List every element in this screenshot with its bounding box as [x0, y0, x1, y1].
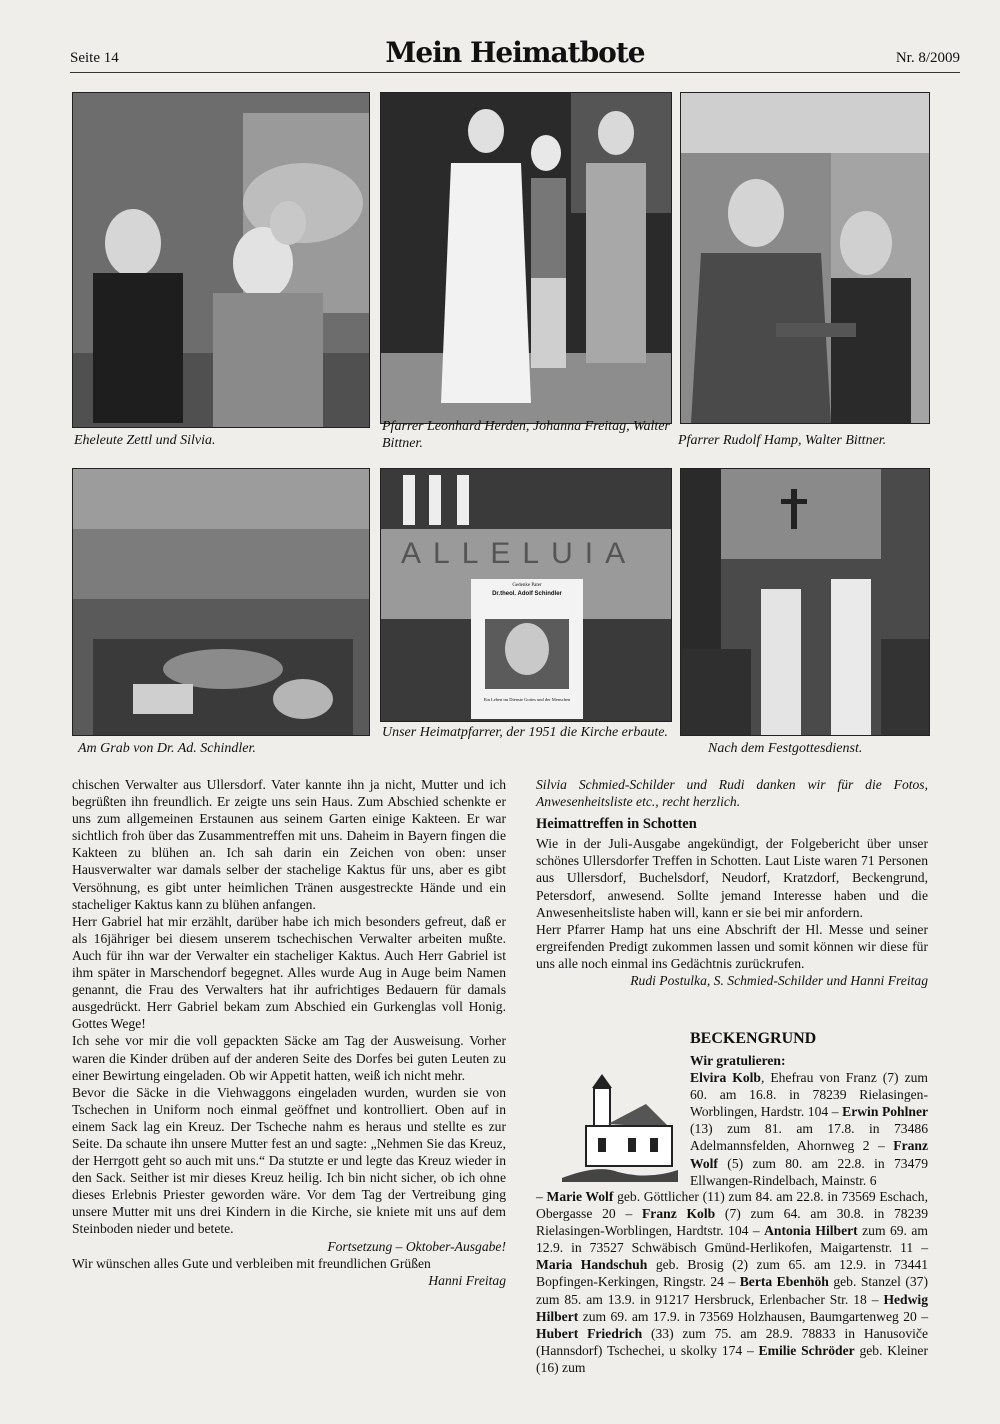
caption-grave: Am Grab von Dr. Ad. Schindler. — [78, 741, 256, 756]
portrait-card-footer: Ein Leben im Dienste Gottes und der Menschen — [483, 697, 571, 702]
person-name: Franz Kolb — [642, 1206, 716, 1222]
person-name: Hedwig Hilbert — [536, 1291, 928, 1324]
portrait-card-name: Dr.theol. Adolf Schindler — [492, 591, 562, 597]
paragraph: Herr Pfarrer Hamp hat uns eine Abschrift der Hl. Messe und seiner ergreifenden Predigt zukommen lassen und somit können wir diese für uns alle noch einmal ins Gedächtnis zurückrufen. — [536, 921, 928, 971]
article-right-column — [536, 776, 928, 989]
person-name: Berta Ebenhöh — [739, 1274, 829, 1290]
congrats-heading: Wir gratulieren: — [690, 1053, 786, 1068]
paragraph: Wie in der Juli-Ausgabe angekündigt, der Folgebericht über unser schönes Ullersdorfer Treffen in Schotten. Laut Liste waren 71 Personen aus Ullersdorf, Buchelsdorf, Neudorf, Kratzdorf, Beckengrund, Petersdorf, anwesend. Sollte jemand Interesse haben und die Anwesenheitsliste haben will, kann er sie bei mir anfordern. — [536, 836, 928, 920]
portrait-card-line1: Gedenke Pater — [512, 583, 542, 588]
birthday-intro: Wir gratulieren: Elvira Kolb, Ehefrau von Franz (7) zum 60. am 16.8. in 78239 Rielasingen-Worblingen, Hardstr. 104 – Erwin Pohlner (13) zum 81. am 17.8. in 73486 Adelmannsfelden, Ahornweg 2 – Franz Wolf (5) zum 80. am 22.8. in 73479 Ellwangen-Rindelbach, Mainstr. 6 — [690, 1053, 929, 1188]
church-illustration — [558, 1068, 682, 1188]
photo-couple-silvia — [72, 92, 370, 428]
caption-couple: Eheleute Zettl und Silvia. — [74, 433, 216, 448]
thanks-note: Silvia Schmied-Schilder und Rudi danken wir für die Fotos, Anwesenheitsliste etc., recht herzlich. — [536, 777, 928, 810]
paragraph: Bevor die Säcke in die Viehwaggons eingeladen wurden, wurden sie von Tschechen in Uniform noch einmal geöffnet und kontrolliert. Oben auf in einem Sack lag ein Kreuz. Der Tscheche nahm es heraus und stellte es zur Seite. Da schaute ihn unsere Mutter fest an und sagte: „Nehmen Sie das Kreuz, der Herrgott geht so auch mit uns.“ Da stutzte er und legte das Kreuz wieder in den Sack. Seither ist mir dieses Kreuz heilig. Ich bin nicht sicher, ob ich ohne dieses Erlebnis Priester geworden wäre. Vor dem Tag der Vertreibung ging unsere Mutter mit uns drei Kindern in die Kirche, sie kniete mit uns auf dem Steinboden nieder und betete. — [72, 1084, 506, 1237]
birthday-list: – Marie Wolf geb. Göttlicher (11) zum 84. am 22.8. in 73569 Eschach, Obergasse 20 – Franz Kolb (7) zum 64. am 30.8. in 78239 Rielasingen-Worblingen, Hardtstr. 104 – Antonia Hilbert zum 69. am 12.9. in 73527 Schwäbisch Gmünd-Herlikofen, Maigartenstr. 11 – Maria Handschuh geb. Brosig (2) zum 65. am 12.9. in 73441 Bopfingen-Kerkingen, Ringstr. 24 – Berta Ebenhöh geb. Stanzel (37) zum 85. am 13.9. in 91217 Hersbruck, Erlenbacher Str. 18 – Hedwig Hilbert zum 69. am 17.9. in 73569 Holzhausen, Baumgartenweg 20 – Hubert Friedrich (33) zum 75. am 28.9. 78833 in Hanusoviče (Hannsdorf) Tschechei, u skolky 174 – Emilie Schröder geb. Kleiner (16) zum — [536, 1189, 929, 1375]
person-name: Elvira Kolb — [690, 1070, 761, 1086]
beckengrund-heading: BECKENGRUND — [690, 1030, 817, 1047]
alleluia-text: ALLELUIA — [401, 537, 638, 570]
author-signature: Hanni Freitag — [428, 1272, 506, 1288]
newspaper-title: Mein Heimatbote — [385, 36, 645, 69]
page-header — [70, 36, 960, 73]
photo-altar-portrait — [380, 468, 672, 722]
continuation-note: Fortsetzung – Oktober-Ausgabe! — [327, 1238, 506, 1254]
person-name: Maria Handschuh — [536, 1257, 648, 1273]
caption-hamp: Pfarrer Rudolf Hamp, Walter Bittner. — [678, 433, 887, 448]
paragraph: Wir wünschen alles Gute und verbleiben mit freundlichen Grüßen — [72, 1255, 431, 1271]
person-name: Marie Wolf — [546, 1189, 614, 1204]
caption-heimatpfarrer: Unser Heimatpfarrer, der 1951 die Kirche erbaute. — [382, 725, 668, 740]
caption-festgottesdienst: Nach dem Festgottesdienst. — [708, 741, 863, 756]
issue-number: Nr. 8/2009 — [895, 50, 960, 66]
photo-grave — [72, 468, 370, 736]
person-name: Emilie Schröder — [758, 1342, 855, 1358]
photo-priest-hamp — [680, 92, 930, 424]
authors-signature: Rudi Postulka, S. Schmied-Schilder und Hanni Freitag — [630, 973, 928, 989]
photo-priest-herden — [380, 92, 672, 424]
person-name: Erwin Pohlner — [842, 1104, 929, 1120]
paragraph: chischen Verwalter aus Ullersdorf. Vater kannte ihn ja nicht, Mutter und ich begrüßten ihn freundlich. Er zeigte uns sein Haus. Zum Abschied schenkte er uns zum allgemeinen Erstaunen aus seinem Garten einige Kakteen. Er war sichtlich froh über das Zusammentreffen mit uns. Daheim in Bayern fingen die Kakteen zu blühen an. Ich sah darin ein Zeichen von oben: unser Hausverwalter war damals selber der stachelige Kaktus für uns, aber es gibt Versöhnung, es gibt unter heimlichen Tränen ausgestreckte Hände und ein stacheliger Kaktus kann zu blühen anfangen. — [72, 777, 506, 912]
caption-herden: Pfarrer Leonhard Herden, Johanna Freitag, Walter Bittner. — [382, 419, 670, 451]
person-name: Hubert Friedrich — [536, 1325, 643, 1341]
section-heading: Heimattreffen in Schotten — [536, 816, 697, 833]
page-number: Seite 14 — [70, 50, 119, 66]
paragraph: Ich sehe vor mir die voll gepackten Säcke am Tag der Ausweisung. Vorher waren die Kinder drüben auf der anderen Seite des Dorfes bei guten Leuten zu einer Bewirtung eingeladen. Ob wir Appetit hatten, weiß ich nicht mehr. — [72, 1033, 506, 1083]
photo-after-mass — [680, 468, 930, 736]
article-left-column — [72, 776, 506, 1289]
person-name: Antonia Hilbert — [764, 1223, 858, 1239]
person-name: Franz Wolf — [690, 1138, 928, 1171]
paragraph: Herr Gabriel hat mir erzählt, darüber habe ich mich besonders gefreut, daß er als 16jähriger bei diesem unserem tschechischen Verwalter arbeiten mußte. Auch für ihn war der Verwalter ein stacheliger Kaktus. Auch Herr Gabriel ist ihm später in Marschendorf begegnet. Alles wurde Aug in Auge beim Namen genannt, die Frau des Verwalters hat ihr aufrichtiges Bedauern für damals ausgedrückt. Herr Gabriel bekam zum Abschied ein Gurkenglas voll Honig. Gottes Wege! — [72, 913, 506, 1032]
